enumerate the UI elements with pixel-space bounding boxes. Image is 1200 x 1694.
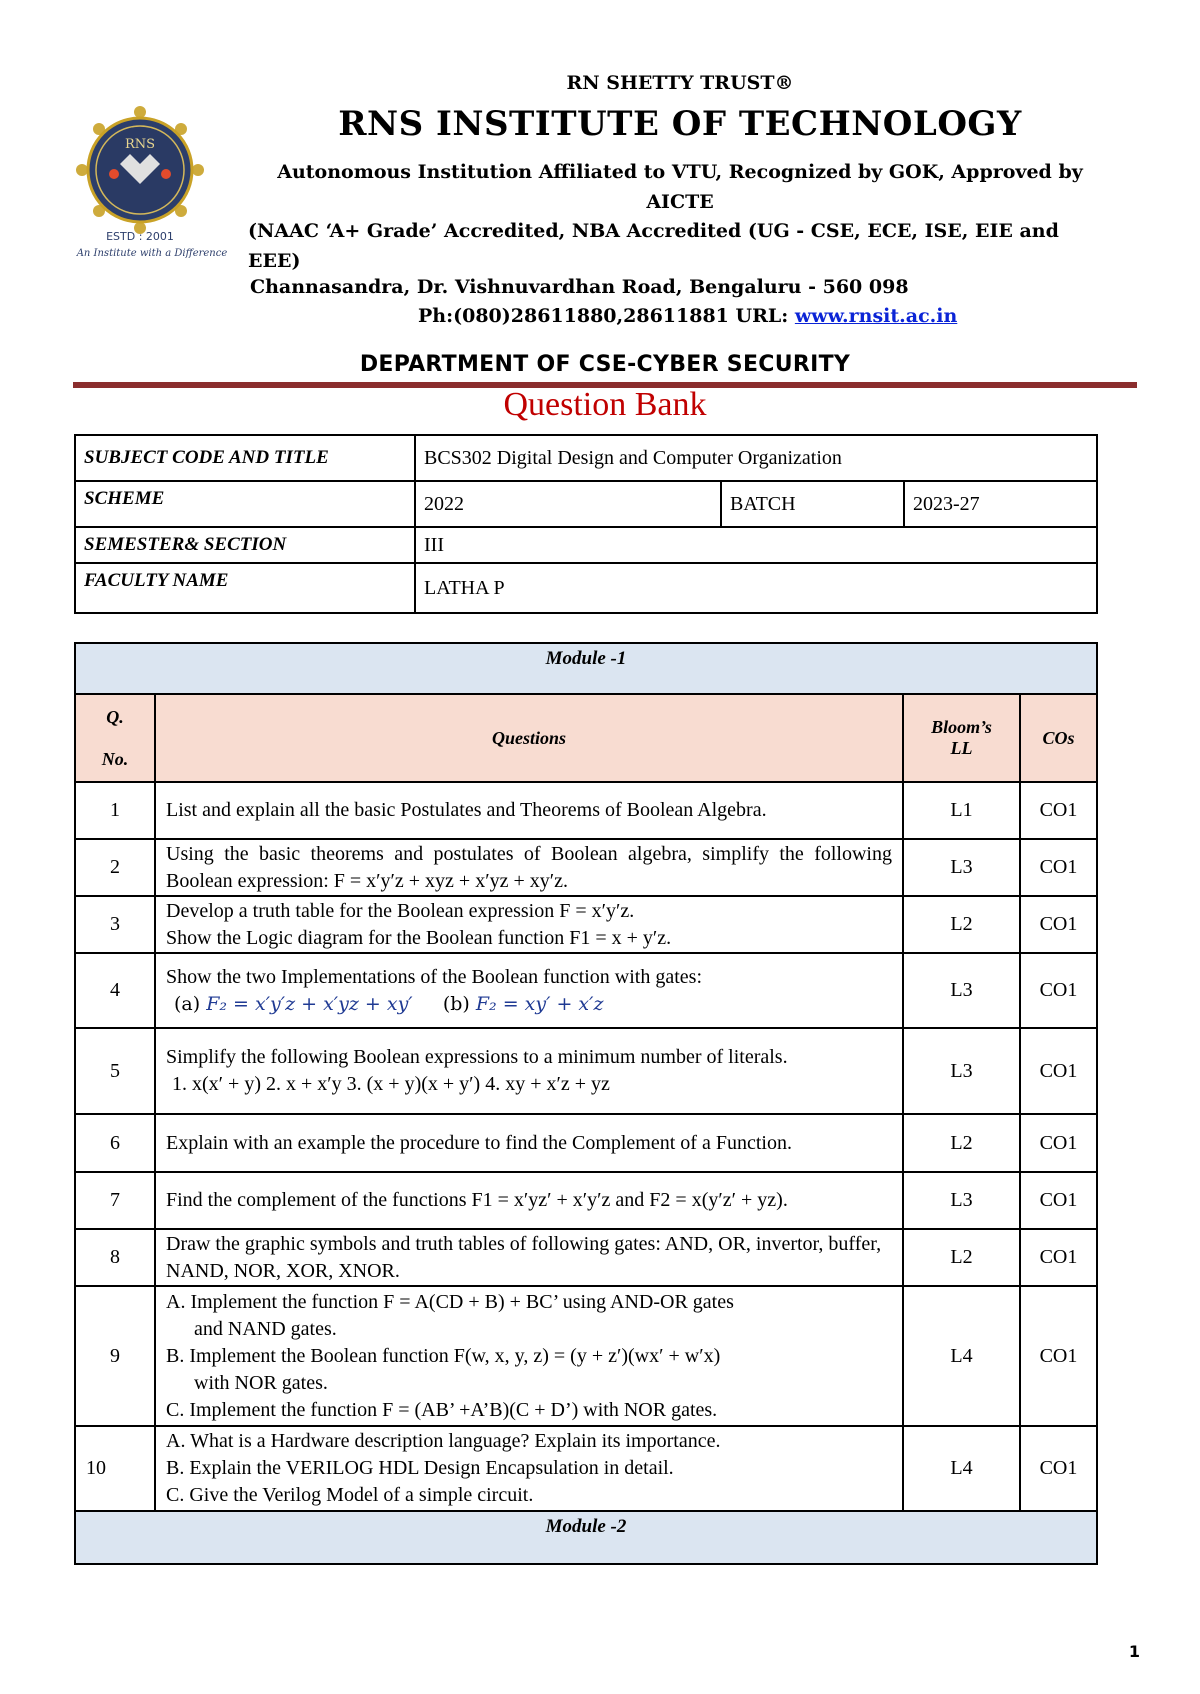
question-text: Explain with an example the procedure to find the Complement of a Function. xyxy=(155,1114,903,1172)
blooms-level: L2 xyxy=(903,1229,1020,1286)
blooms-level: L3 xyxy=(903,1172,1020,1229)
course-outcome: CO1 xyxy=(1020,1286,1097,1426)
question-table xyxy=(74,642,1098,1565)
blooms-level: L1 xyxy=(903,782,1020,839)
table-row xyxy=(75,953,1097,1028)
formula-b-label: (b) xyxy=(442,992,470,1015)
rns-logo xyxy=(70,100,235,260)
address-text: Channasandra, Dr. Vishnuvardhan Road, Bengaluru - 560 098 xyxy=(250,276,909,298)
question-text xyxy=(155,1028,903,1114)
scheme-value: 2022 xyxy=(415,481,721,527)
accreditation-line-2: EEE) xyxy=(248,250,301,272)
cos-header: COs xyxy=(1020,694,1097,782)
course-outcome: CO1 xyxy=(1020,1229,1097,1286)
question-items: 1. x(x′ + y) 2. x + x′y 3. (x + y)(x + y′) 4. xy + x′z + yz xyxy=(172,1073,610,1095)
table-row xyxy=(75,1028,1097,1114)
course-info-table xyxy=(74,434,1098,614)
document-title: Question Bank xyxy=(503,386,707,423)
question-text xyxy=(155,896,903,953)
subject-label: SUBJECT CODE AND TITLE xyxy=(75,435,415,481)
blooms-level: L3 xyxy=(903,1028,1020,1114)
question-text: Using the basic theorems and postulates of Boolean algebra, simplify the following Boolean expression: F = x′y′z + xyz + x′yz + xy′z. xyxy=(155,839,903,896)
sub-question-a: A. Implement the function F = A(CD + B) + BC’ using AND-OR gates xyxy=(166,1290,734,1313)
question-text: List and explain all the basic Postulates and Theorems of Boolean Algebra. xyxy=(155,782,903,839)
question-number: 10 xyxy=(75,1426,155,1511)
question-number: 2 xyxy=(75,839,155,896)
institute-name: RNS INSTITUTE OF TECHNOLOGY xyxy=(338,104,1022,144)
course-outcome: CO1 xyxy=(1020,953,1097,1028)
table-row xyxy=(75,1286,1097,1426)
blooms-level: L2 xyxy=(903,896,1020,953)
affiliation-line-2: AICTE xyxy=(646,191,714,213)
blooms-level: L4 xyxy=(903,1286,1020,1426)
accreditation-text xyxy=(248,216,1110,276)
table-row xyxy=(75,1172,1097,1229)
question-text xyxy=(155,1286,903,1426)
module-2-heading: Module -2 xyxy=(75,1511,1097,1564)
question-line: Develop a truth table for the Boolean expression F = x′y′z. xyxy=(166,899,635,922)
department-title: DEPARTMENT OF CSE-CYBER SECURITY xyxy=(359,352,851,377)
course-outcome: CO1 xyxy=(1020,1426,1097,1511)
table-row xyxy=(75,1114,1097,1172)
sub-question-b: B. Explain the VERILOG HDL Design Encapsulation in detail. xyxy=(166,1457,674,1479)
faculty-label: FACULTY NAME xyxy=(75,563,415,613)
table-row xyxy=(75,839,1097,896)
question-number: 4 xyxy=(75,953,155,1028)
sub-question-b-cont: with NOR gates. xyxy=(194,1371,328,1394)
page-number: 1 xyxy=(1128,1642,1140,1661)
question-number: 9 xyxy=(75,1286,155,1426)
blooms-level: L3 xyxy=(903,839,1020,896)
batch-label: BATCH xyxy=(721,481,904,527)
question-number: 6 xyxy=(75,1114,155,1172)
batch-value: 2023-27 xyxy=(904,481,1097,527)
course-outcome: CO1 xyxy=(1020,896,1097,953)
question-text xyxy=(155,953,903,1028)
semester-value: III xyxy=(415,527,1097,563)
course-outcome: CO1 xyxy=(1020,782,1097,839)
trust-name: RN SHETTY TRUST® xyxy=(566,72,794,94)
course-outcome: CO1 xyxy=(1020,1028,1097,1114)
module-1-heading: Module -1 xyxy=(75,643,1097,694)
question-number: 7 xyxy=(75,1172,155,1229)
phone-text: Ph:(080)28611880,28611881 URL: xyxy=(418,305,795,327)
question-number: 5 xyxy=(75,1028,155,1114)
formula-line xyxy=(166,993,603,1015)
formula-a-label: (a) xyxy=(174,992,201,1015)
formula-b: F₂ = xy′ + x′z xyxy=(475,992,604,1015)
formula-a: F₂ = x′y′z + x′yz + xy′ xyxy=(206,992,413,1015)
course-outcome: CO1 xyxy=(1020,1114,1097,1172)
questions-header: Questions xyxy=(155,694,903,782)
table-row xyxy=(75,896,1097,953)
sub-question-a: A. What is a Hardware description language? Explain its importance. xyxy=(166,1430,721,1452)
qno-header: Q. No. xyxy=(75,694,155,782)
question-line: Simplify the following Boolean expressions to a minimum number of literals. xyxy=(166,1046,788,1068)
logo-estd-text: ESTD : 2001 xyxy=(106,230,174,243)
question-number: 8 xyxy=(75,1229,155,1286)
semester-label: SEMESTER& SECTION xyxy=(75,527,415,563)
question-text xyxy=(155,1426,903,1511)
question-line: Show the Logic diagram for the Boolean function F1 = x + y′z. xyxy=(166,926,672,949)
table-header-row xyxy=(75,694,1097,782)
subject-value: BCS302 Digital Design and Computer Organization xyxy=(415,435,1097,481)
table-row xyxy=(75,1229,1097,1286)
faculty-value: LATHA P xyxy=(415,563,1097,613)
accreditation-line-1: (NAAC ‘A+ Grade’ Accredited, NBA Accredited (UG - CSE, ECE, ISE, EIE and xyxy=(248,220,1059,242)
affiliation-line-1: Autonomous Institution Affiliated to VTU, Recognized by GOK, Approved by xyxy=(277,161,1083,183)
sub-question-a-cont: and NAND gates. xyxy=(194,1317,337,1340)
phone-line xyxy=(418,305,957,327)
blooms-level: L2 xyxy=(903,1114,1020,1172)
question-text: Find the complement of the functions F1 = x′yz′ + x′y′z and F2 = x(y′z′ + yz). xyxy=(155,1172,903,1229)
sub-question-c: C. Give the Verilog Model of a simple circuit. xyxy=(166,1484,534,1506)
course-outcome: CO1 xyxy=(1020,1172,1097,1229)
question-number: 1 xyxy=(75,782,155,839)
scheme-label: SCHEME xyxy=(75,481,415,527)
blooms-level: L4 xyxy=(903,1426,1020,1511)
sub-question-c: C. Implement the function F = (AB’ +A’B)(C + D’) with NOR gates. xyxy=(166,1398,718,1421)
table-row xyxy=(75,1426,1097,1511)
sub-question-b: B. Implement the Boolean function F(w, x, y, z) = (y + z′)(wx′ + w′x) xyxy=(166,1344,721,1367)
table-row xyxy=(75,782,1097,839)
question-text: Draw the graphic symbols and truth tables of following gates: AND, OR, invertor, buffer, NAND, NOR, XOR, XNOR. xyxy=(155,1229,903,1286)
affiliation-text xyxy=(250,157,1110,217)
course-outcome: CO1 xyxy=(1020,839,1097,896)
question-number: 3 xyxy=(75,896,155,953)
logo-crest-text: RNS xyxy=(124,137,156,152)
blooms-header: Bloom’s LL xyxy=(903,694,1020,782)
logo-motto-text: An Institute with a Difference xyxy=(76,248,228,259)
blooms-level: L3 xyxy=(903,953,1020,1028)
website-link[interactable]: www.rnsit.ac.in xyxy=(794,305,958,327)
question-line: Show the two Implementations of the Boolean function with gates: xyxy=(166,965,703,988)
